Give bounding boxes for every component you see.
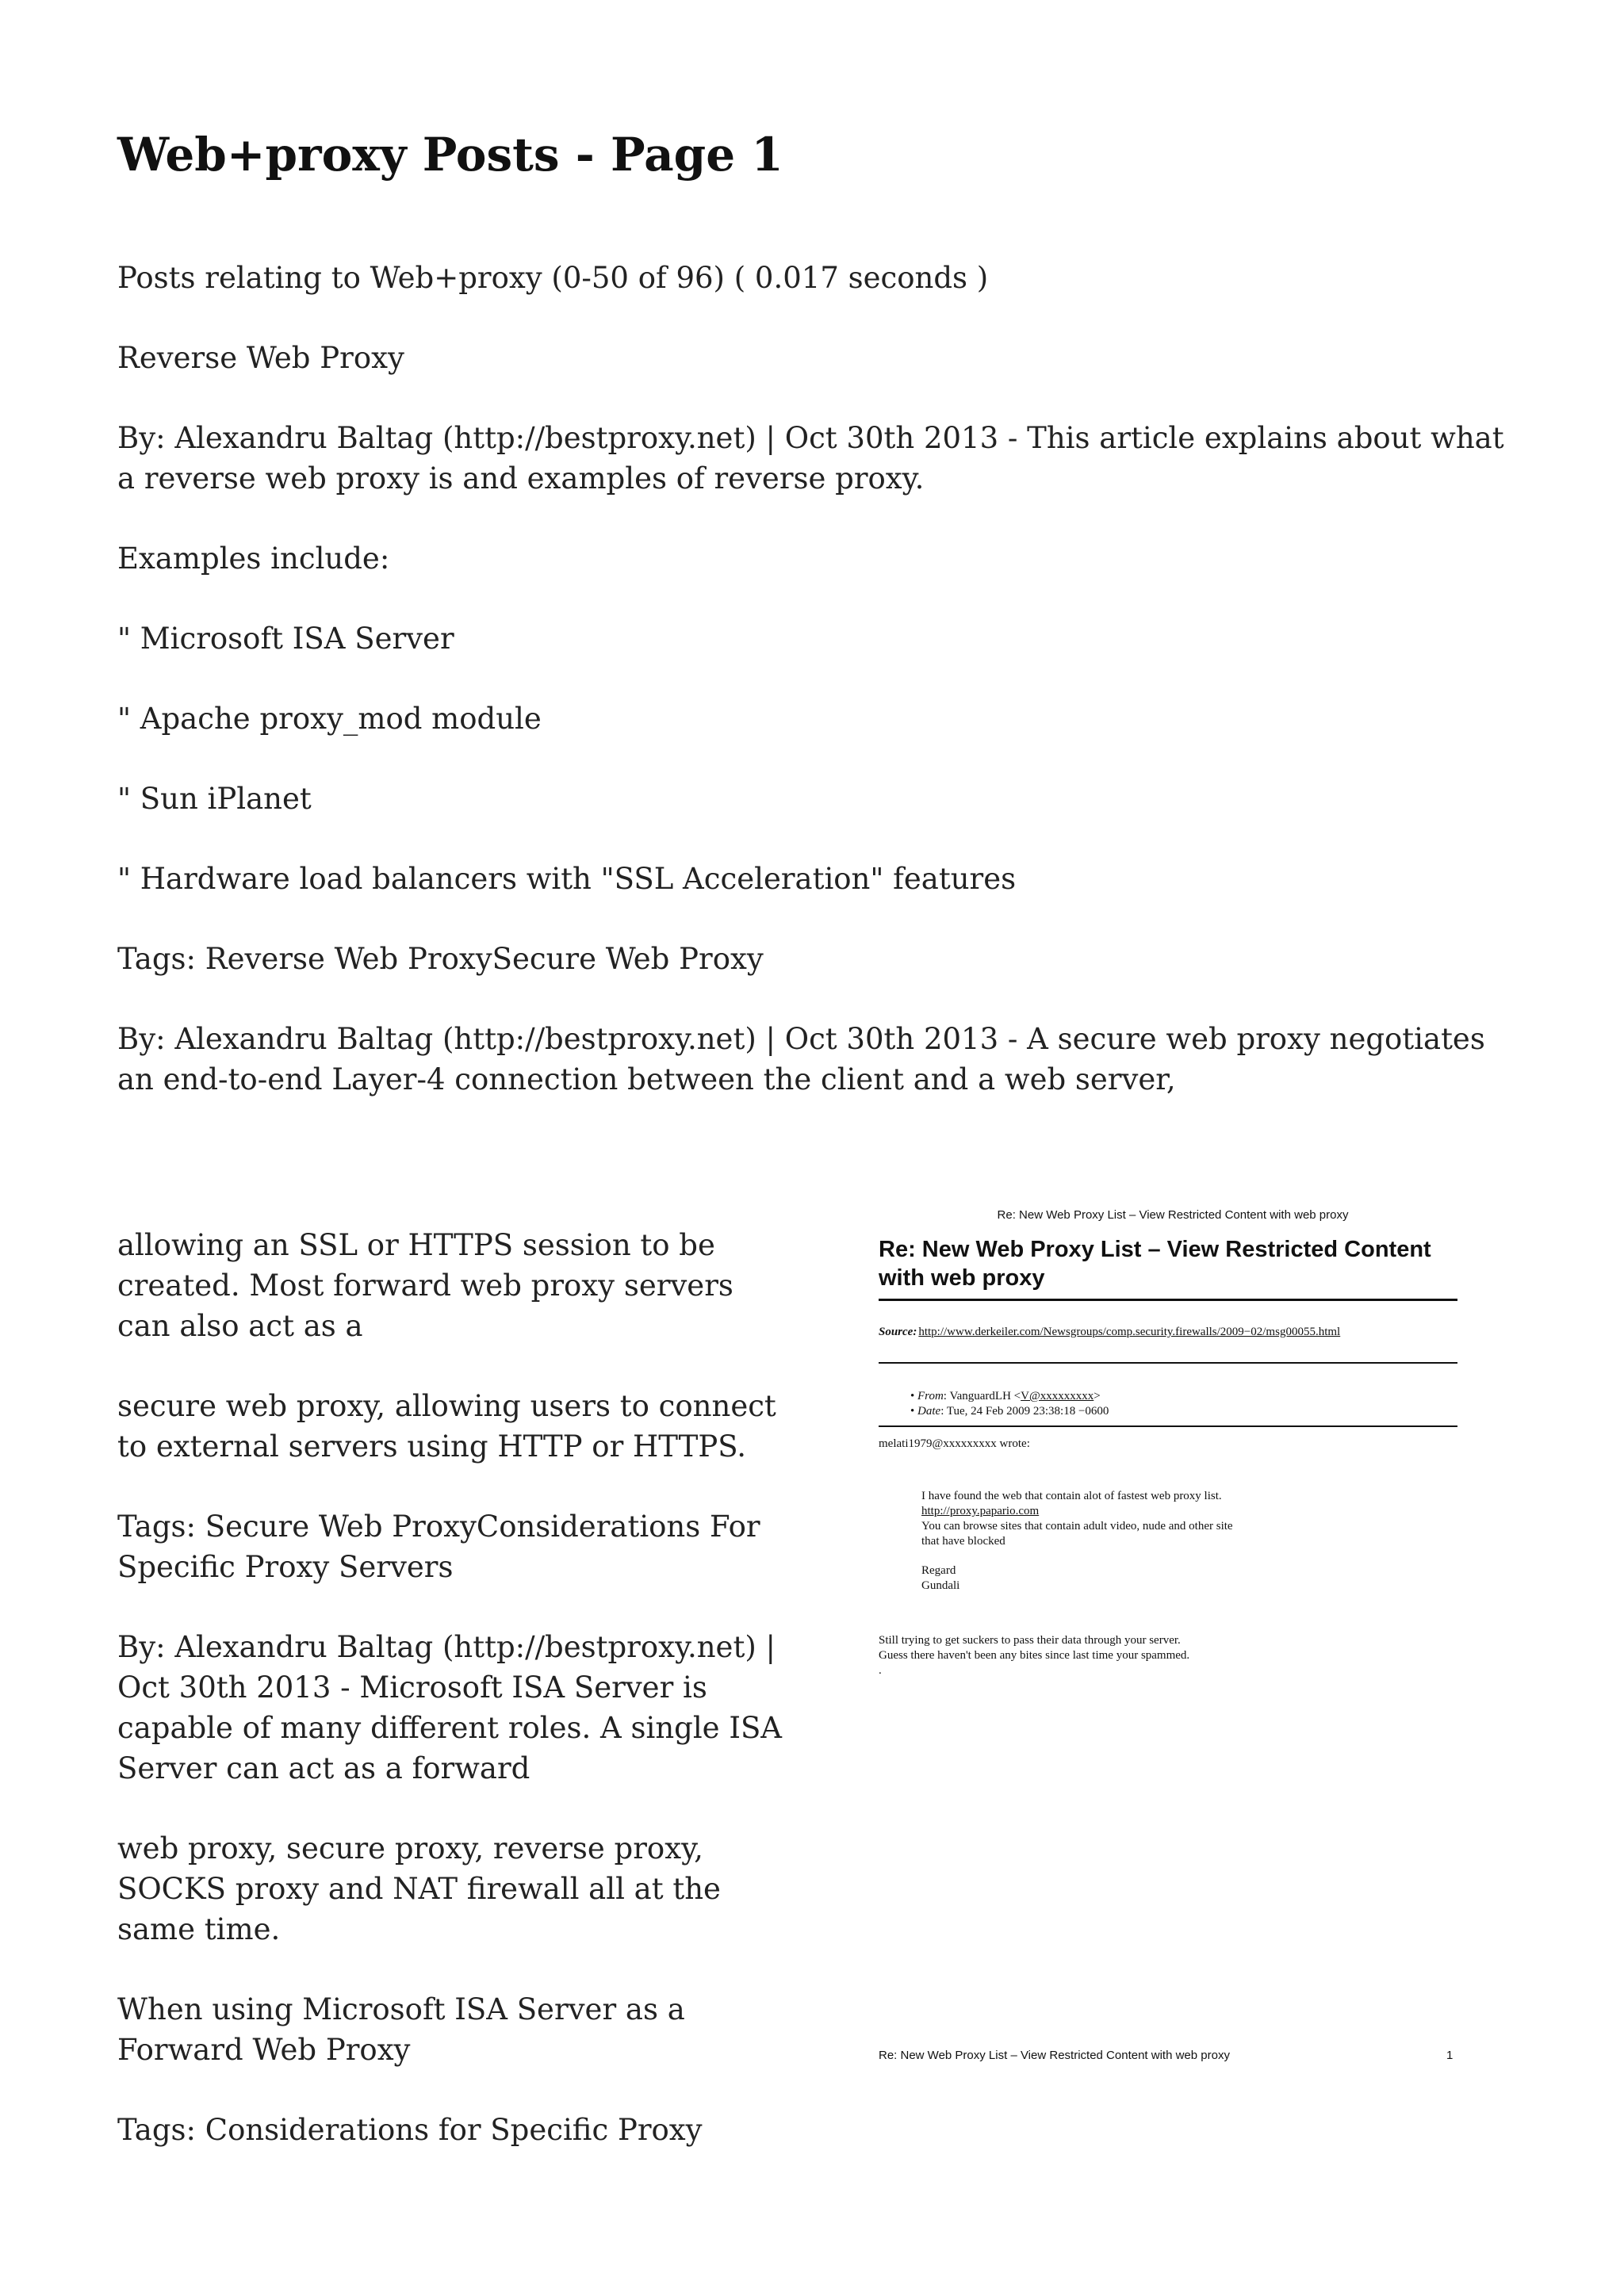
thumbnail-page-number: 1	[1446, 2049, 1454, 2062]
thumbnail-running-header: Re: New Web Proxy List – View Restricted Content with web proxy	[997, 1208, 1349, 1222]
source-label: Source:	[879, 1326, 917, 1338]
quoted-message	[921, 1489, 1397, 1594]
quote-link-line	[921, 1504, 1397, 1519]
post-title-reverse-web-proxy: Reverse Web Proxy	[117, 341, 404, 375]
post-body: web proxy, secure proxy, reverse proxy, SOCKS proxy and NAT firewall all at the same time.	[117, 1831, 721, 1946]
post-byline: By: Alexandru Baltag (http://bestproxy.net) | Oct 30th 2013 - This article explains about what a reverse web proxy is and examples of reverse proxy.	[117, 421, 1504, 496]
reply-message	[879, 1633, 1434, 1678]
post-tags: Tags: Considerations for Specific Proxy	[117, 2113, 703, 2147]
source-link[interactable]: http://www.derkeiler.com/Newsgroups/comp.security.firewalls/2009−02/msg00055.html	[918, 1326, 1341, 1338]
page-title: Web+proxy Posts - Page 1	[117, 128, 783, 182]
quote-line: You can browse sites that contain adult video, nude and other site	[921, 1520, 1233, 1533]
quote-line: that have blocked	[921, 1535, 1005, 1548]
post-body: When using Microsoft ISA Server as a Forward Web Proxy	[117, 1992, 685, 2067]
example-item: " Microsoft ISA Server	[117, 622, 454, 656]
quote-line: Gundali	[921, 1579, 960, 1592]
post-body: secure web proxy, allowing users to connect to external servers using HTTP or HTTPS.	[117, 1389, 776, 1464]
embedded-document-thumbnail	[879, 1205, 1467, 2077]
post-tags: Tags: Reverse Web ProxySecure Web Proxy	[117, 942, 764, 976]
quoted-author-line: melati1979@xxxxxxxxx wrote:	[879, 1437, 1030, 1450]
left-column	[117, 1225, 791, 2190]
results-summary: Posts relating to Web+proxy (0-50 of 96) ( 0.017 seconds )	[117, 261, 989, 295]
reply-line: .	[879, 1664, 882, 1677]
quote-line: Regard	[921, 1564, 956, 1577]
top-content	[117, 258, 1513, 1139]
post-byline: By: Alexandru Baltag (http://bestproxy.net) | Oct 30th 2013 - A secure web proxy negotiates an end-to-end Layer-4 connection between the client and a web server,	[117, 1022, 1485, 1096]
example-item: " Apache proxy_mod module	[117, 702, 542, 736]
from-email-link[interactable]: V@xxxxxxxxx	[1021, 1390, 1094, 1402]
example-item: " Sun iPlanet	[117, 782, 312, 816]
meta-from: • From: VanguardLH <V@xxxxxxxxx>	[910, 1389, 1109, 1404]
examples-heading: Examples include:	[117, 541, 390, 576]
post-tags: Tags: Secure Web ProxyConsiderations For Specific Proxy Servers	[117, 1510, 760, 1584]
meta-date: • Date: Tue, 24 Feb 2009 23:38:18 −0600	[910, 1404, 1109, 1419]
page-header	[117, 119, 1513, 190]
divider	[879, 1299, 1457, 1301]
divider	[879, 1425, 1457, 1427]
reply-line: Still trying to get suckers to pass their data through your server.	[879, 1634, 1181, 1647]
post-byline: By: Alexandru Baltag (http://bestproxy.net) | Oct 30th 2013 - Microsoft ISA Server is capable of many different roles. A single ISA Server can act as a forward	[117, 1630, 783, 1785]
quote-link[interactable]: http://proxy.papario.com	[921, 1505, 1040, 1517]
quote-line: I have found the web that contain alot of fastest web proxy list.	[921, 1490, 1222, 1502]
thumbnail-source	[879, 1326, 1340, 1339]
thumbnail-title: Re: New Web Proxy List – View Restricted Content with web proxy	[879, 1237, 1431, 1291]
divider	[879, 1362, 1457, 1364]
thumbnail-meta	[910, 1389, 1109, 1419]
reply-line: Guess there haven't been any bites since last time your spammed.	[879, 1649, 1190, 1662]
thumbnail-footer-title: Re: New Web Proxy List – View Restricted Content with web proxy	[879, 2049, 1230, 2062]
example-item: " Hardware load balancers with "SSL Acceleration" features	[117, 862, 1017, 896]
post-body: allowing an SSL or HTTPS session to be created. Most forward web proxy servers can also act as a	[117, 1228, 733, 1343]
